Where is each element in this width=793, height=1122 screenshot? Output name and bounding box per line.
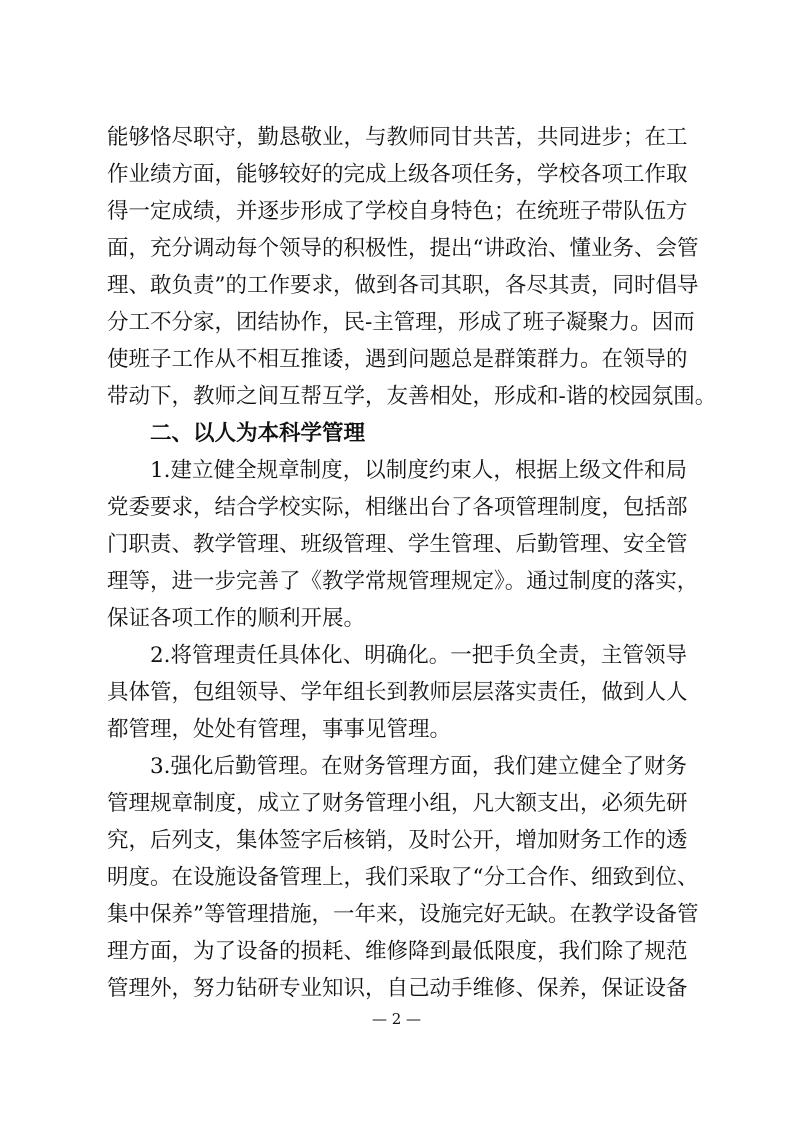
text-line: 理、敢负责”的工作要求，做到各司其职，各尽其责，同时倡导 — [107, 273, 699, 298]
text-line: 集中保养”等管理措施，一年来，设施完好无缺。在教学设备管 — [107, 902, 699, 927]
text-line: 3.强化后勤管理。在财务管理方面，我们建立健全了财务 — [150, 754, 687, 779]
text-line: 能够恪尽职守，勤恳敬业，与教师同甘共苦，共同进步；在工 — [107, 125, 688, 150]
text-line: 2.将管理责任具体化、明确化。一把手负全责，主管领导 — [150, 643, 687, 668]
text-line: 门职责、教学管理、班级管理、学生管理、后勤管理、安全管 — [107, 532, 688, 557]
text-line: 究，后列支，集体签字后核销，及时公开，增加财务工作的透 — [107, 828, 688, 853]
page-number: — 2 — — [371, 1010, 422, 1028]
text-line: 理方面，为了设备的损耗、维修降到最低限度，我们除了规范 — [107, 939, 688, 964]
section-heading: 二、以人为本科学管理 — [150, 421, 366, 446]
text-line: 保证各项工作的顺利开展。 — [107, 606, 366, 631]
text-line: 管理规章制度，成立了财务管理小组，凡大额支出，必须先研 — [107, 791, 688, 816]
text-line: 得一定成绩，并逐步形成了学校自身特色；在统班子带队伍方 — [107, 199, 688, 224]
text-line: 作业绩方面，能够较好的完成上级各项任务，学校各项工作取 — [107, 162, 688, 187]
text-line: 党委要求，结合学校实际，相继出台了各项管理制度，包括部 — [107, 495, 688, 520]
text-line: 带动下，教师之间互帮互学，友善相处，形成和-谐的校园氛围。 — [107, 384, 717, 409]
text-line: 管理外，努力钻研专业知识，自己动手维修、保养，保证设备 — [107, 976, 688, 1001]
text-line: 分工不分家，团结协作，民-主管理，形成了班子凝聚力。因而 — [107, 310, 695, 335]
text-line: 明度。在设施设备管理上，我们采取了“分工合作、细致到位、 — [107, 865, 699, 890]
text-line: 面，充分调动每个领导的积极性，提出“讲政治、懂业务、会管 — [107, 236, 699, 261]
text-line: 使班子工作从不相互推诿，遇到问题总是群策群力。在领导的 — [107, 347, 688, 372]
text-line: 都管理，处处有管理，事事见管理。 — [107, 717, 452, 742]
text-line: 1.建立健全规章制度，以制度约束人，根据上级文件和局 — [150, 458, 687, 483]
text-line: 理等，进一步完善了《教学常规管理规定》。通过制度的落实， — [107, 569, 699, 594]
text-line: 具体管，包组领导、学年组长到教师层层落实责任，做到人人 — [107, 680, 688, 705]
